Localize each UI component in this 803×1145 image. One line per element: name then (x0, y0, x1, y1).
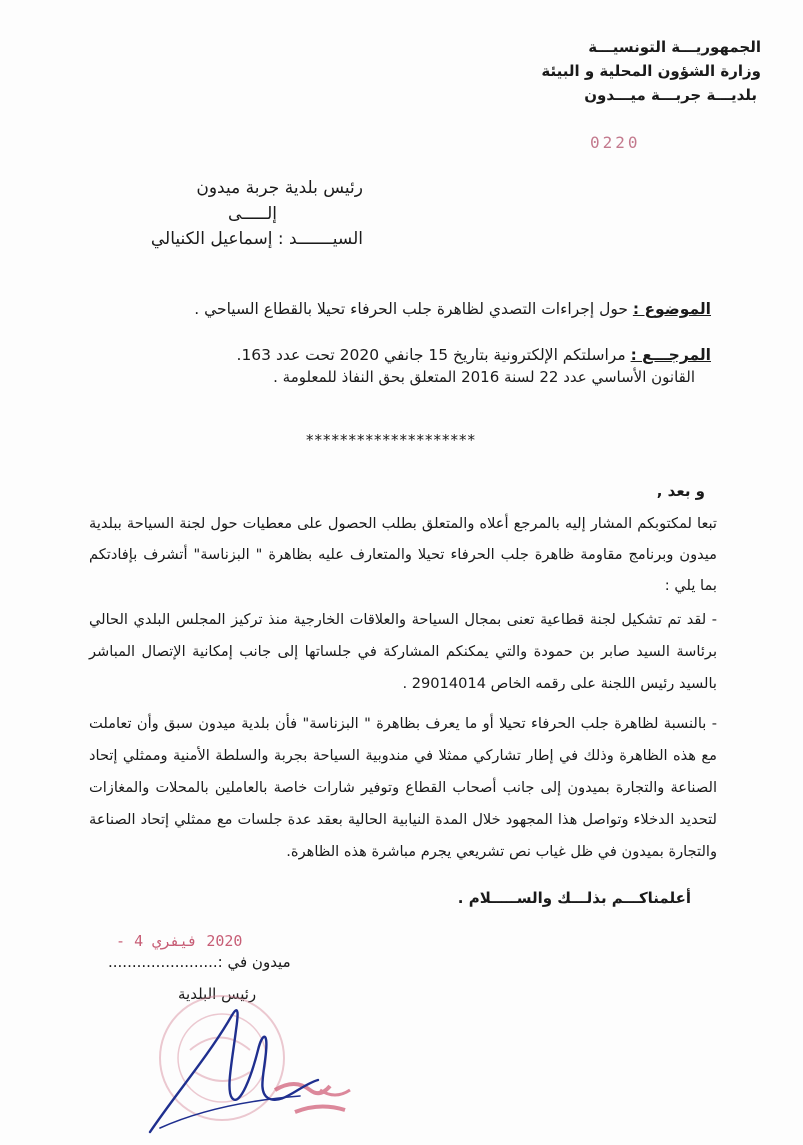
reference-label: المرجـــع : (630, 346, 711, 364)
reference-line-2: القانون الأساسي عدد 22 لسنة 2016 المتعلق بحق النفاذ للمعلومة . (273, 368, 695, 386)
registration-stamp-number: 0220 (590, 133, 641, 152)
subject-text: حول إجراءات التصدي لظاهرة جلب الحرفاء تحيلا بالقطاع السياحي . (194, 300, 628, 318)
recipient-name: السيـــــــد : إسماعيل الكنيالي (150, 229, 363, 249)
signatory-title: رئيس البلدية (178, 985, 257, 1003)
body-paragraph-3: - بالنسبة لظاهرة جلب الحرفاء تحيلا أو ما يعرف بظاهرة " البزناسة" فأن بلدية ميدون سبق وأن تعاملت مع هذه الظاهرة وذلك في إطار تشاركي ممثلا في مندوبية السياحة بجربة والسلطة الأمنية وممثلي إتحاد الصناعة والتجارة بميدون إلى جانب أصحاب القطاع وتوفير شارات خاصة بالعاملين بالمحلات والمغازات لتحديد الدخلاء وتواصل هذا المجهود خلال المدة النيابية الحالية بعقد عدة جلسات مع ممثلي إتحاد الصناعة والتجارة بميدون في ظل غياب نص تشريعي يجرم مباشرة هذه الظاهرة. (89, 715, 717, 860)
to-word: إلـــــى (228, 204, 277, 224)
separator-stars: ******************** (306, 431, 476, 449)
body-paragraph-2: - لقد تم تشكيل لجنة قطاعية تعنى بمجال السياحة والعلاقات الخارجية منذ تركيز المجلس البلدي الحالي برئاسة السيد صابر بن حمودة والتي يمكنكم المشاركة في جلساتها إلى جانب إمكانية الإتصال المباشر بالسيد رئيس اللجنة على رقمه الخاص 29014014 . (89, 611, 717, 692)
reference-text-1: مراسلتكم الإلكترونية بتاريخ 15 جانفي 2020 تحت عدد 163. (236, 346, 626, 364)
header-republic: الجمهوريـــة التونسيـــة (588, 38, 761, 56)
header-ministry: وزارة الشؤون المحلية و البيئة (541, 62, 761, 80)
header-municipality: بلديـــة جربـــة ميـــدون (584, 86, 757, 104)
date-stamp: 2020 فيفري 4 - (116, 932, 243, 950)
greeting: و بعد , (656, 482, 705, 500)
handwritten-signature-icon (150, 1010, 318, 1132)
closing-line: أعلمناكـــم بذلـــك والســـــلام . (457, 889, 691, 907)
place-date-line: ميدون في :....................... (108, 953, 291, 971)
sender-title: رئيس بلدية جربة ميدون (196, 178, 363, 198)
subject-label: الموضوع : (632, 300, 711, 318)
body-paragraph-1: تبعا لمكتوبكم المشار إليه بالمرجع أعلاه والمتعلق بطلب الحصول على معطيات حول لجنة السياحة ببلدية ميدون وبرنامج مقاومة ظاهرة جلب الحرفاء تحيلا والمتعارف عليه بظاهرة " البزناسة" أتشرف بإفادتكم بما يلي : (89, 515, 717, 594)
